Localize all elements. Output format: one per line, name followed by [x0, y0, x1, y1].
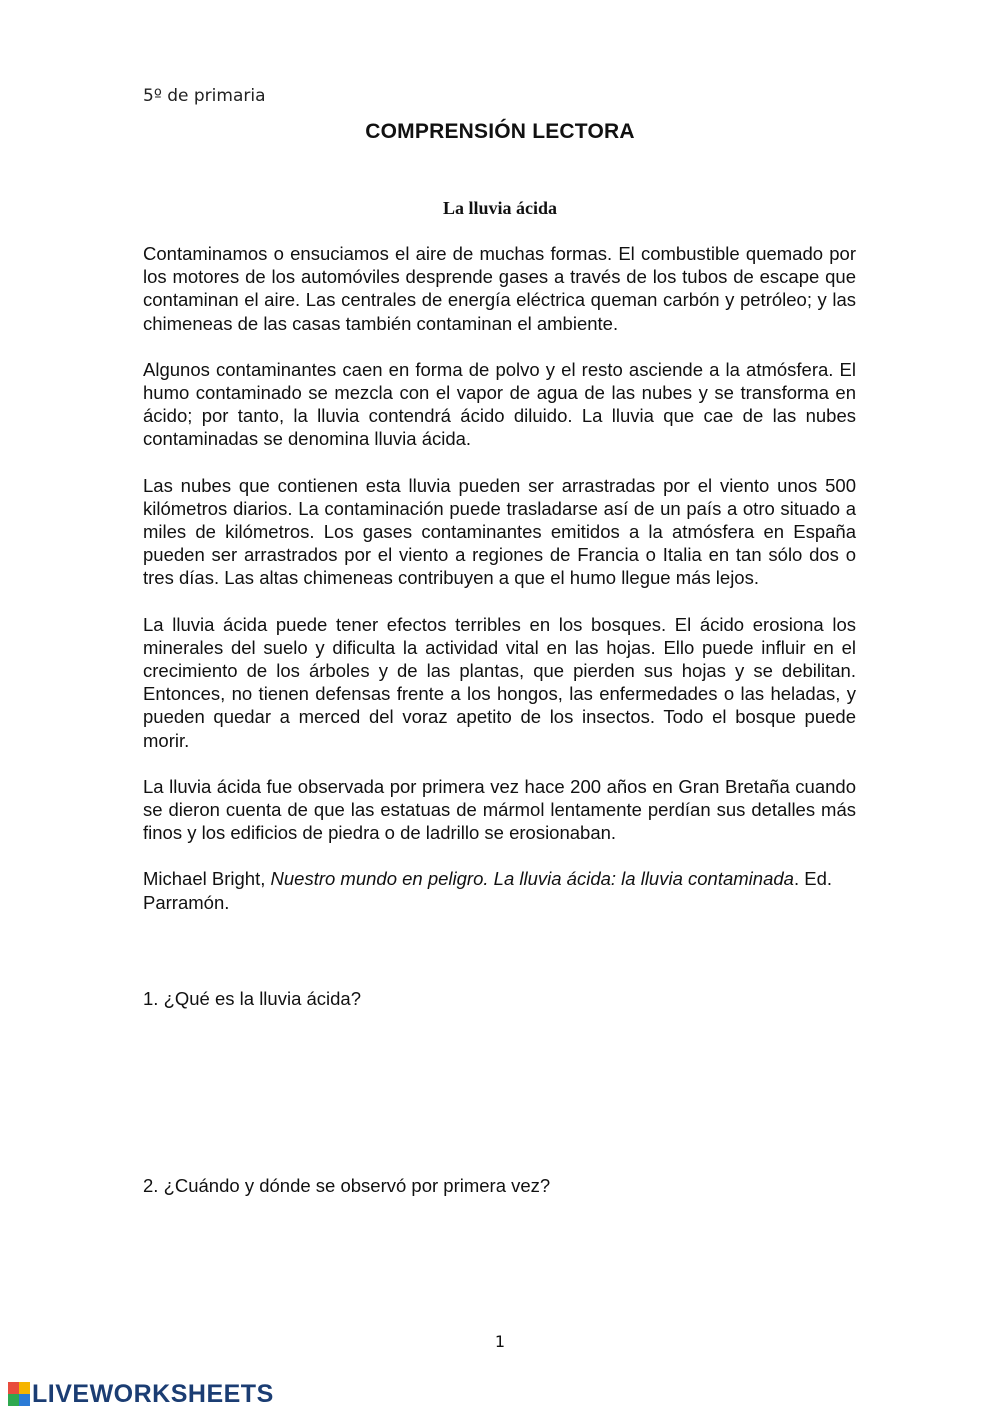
citation-author: Michael Bright,	[143, 868, 271, 890]
reading-title: La lluvia ácida	[442, 198, 558, 218]
reading-text	[143, 242, 856, 937]
paragraph-2: Algunos contaminantes caen en forma de polvo y el resto asciende a la atmósfera. El humo contaminado se mezcla con el vapor de agua de las nubes y se transforma en ácido; por tanto, la lluvia contendrá ácido diluido. La lluvia que cae de las nubes contaminadas se denomina lluvia ácida.	[143, 358, 856, 450]
logo-text: LIVEWORKSHEETS	[32, 1379, 274, 1408]
page-title: COMPRENSIÓN LECTORA	[365, 120, 635, 143]
paragraph-4: La lluvia ácida puede tener efectos terribles en los bosques. El ácido erosiona los minerales del suelo y dificulta la actividad vital en las hojas. Ello puede influir en el crecimiento de los árboles y de las plantas, que pierden sus hojas y se debilitan. Entonces, no tienen defensas frente a los hongos, las enfermedades o las heladas, y pueden quedar a merced del voraz apetito de los insectos. Todo el bosque puede morir.	[143, 613, 856, 751]
logo-square-yellow	[19, 1382, 30, 1394]
paragraph-5: La lluvia ácida fue observada por primera vez hace 200 años en Gran Bretaña cuando se dieron cuenta de que las estatuas de mármol lentamente perdían sus detalles más finos y los edificios de piedra o de ladrillo se erosionaban.	[143, 775, 856, 844]
grade-label: 5º de primaria	[143, 86, 266, 106]
question-1: 1. ¿Qué es la lluvia ácida?	[143, 988, 362, 1009]
logo-square-blue	[19, 1394, 30, 1406]
paragraph-1: Contaminamos o ensuciamos el aire de muchas formas. El combustible quemado por los motores de los automóviles desprende gases a través de los tubos de escape que contaminan el aire. Las centrales de energía eléctrica queman carbón y petróleo; y las chimeneas de las casas también contaminan el ambiente.	[143, 243, 856, 334]
question-2: 2. ¿Cuándo y dónde se observó por primera vez?	[143, 1175, 551, 1196]
logo-square-green	[8, 1394, 19, 1406]
liveworksheets-logo-icon	[8, 1382, 30, 1406]
citation-work: Nuestro mundo en peligro. La lluvia ácida: la lluvia contaminada	[270, 868, 794, 890]
citation	[143, 867, 856, 913]
citation-publisher: . Ed. Parramón.	[143, 868, 833, 913]
liveworksheets-logo[interactable]	[8, 1380, 274, 1408]
page-number: 1	[494, 1332, 506, 1351]
paragraph-3: Las nubes que contienen esta lluvia pueden ser arrastradas por el viento unos 500 kilómetros diarios. La contaminación puede trasladarse así de un país a otro situado a miles de kilómetros. Los gases contaminantes emitidos a la atmósfera en España pueden ser arrastrados por el viento a regiones de Francia o Italia en tan sólo dos o tres días. Las altas chimeneas contribuyen a que el humo llegue más lejos.	[143, 474, 856, 589]
logo-square-red	[8, 1382, 19, 1394]
